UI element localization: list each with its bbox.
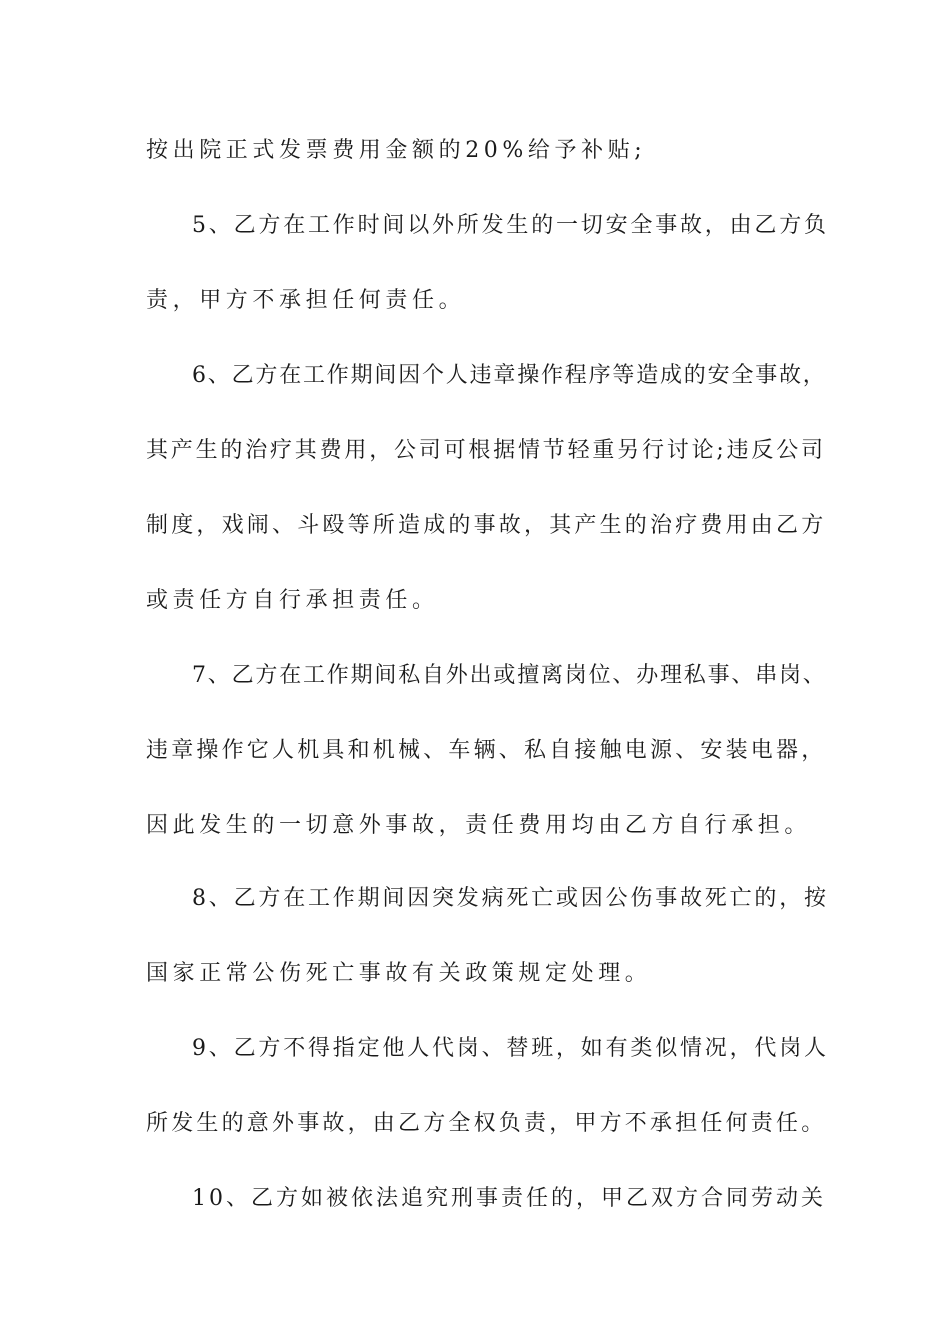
text-line: 或责任方自行承担责任。 [146, 588, 439, 613]
text-line: 按出院正式发票费用金额的20%给予补贴; [146, 138, 647, 163]
text-line: 其产生的治疗其费用，公司可根据情节轻重另行讨论;违反公司 [146, 438, 826, 463]
text-line: 6、乙方在工作期间因个人违章操作程序等造成的安全事故， [192, 363, 827, 388]
text-line: 国家正常公伤死亡事故有关政策规定处理。 [146, 961, 652, 986]
text-line: 所发生的意外事故，由乙方全权负责，甲方不承担任何责任。 [146, 1111, 827, 1136]
text-line: 5、乙方在工作时间以外所发生的一切安全事故，由乙方负 [192, 213, 829, 238]
text-line: 7、乙方在工作期间私自外出或擅离岗位、办理私事、串岗、 [192, 663, 827, 688]
text-line: 责，甲方不承担任何责任。 [146, 288, 466, 313]
text-line: 8、乙方在工作期间因突发病死亡或因公伤事故死亡的，按 [192, 886, 829, 911]
text-line: 10、乙方如被依法追究刑事责任的，甲乙双方合同劳动关 [192, 1186, 826, 1211]
text-line: 9、乙方不得指定他人代岗、替班，如有类似情况，代岗人 [192, 1036, 829, 1061]
text-line: 因此发生的一切意外事故，责任费用均由乙方自行承担。 [146, 813, 812, 838]
text-line: 违章操作它人机具和机械、车辆、私自接触电源、安装电器， [146, 738, 827, 763]
text-line: 制度，戏闹、斗殴等所造成的事故，其产生的治疗费用由乙方 [146, 513, 827, 538]
